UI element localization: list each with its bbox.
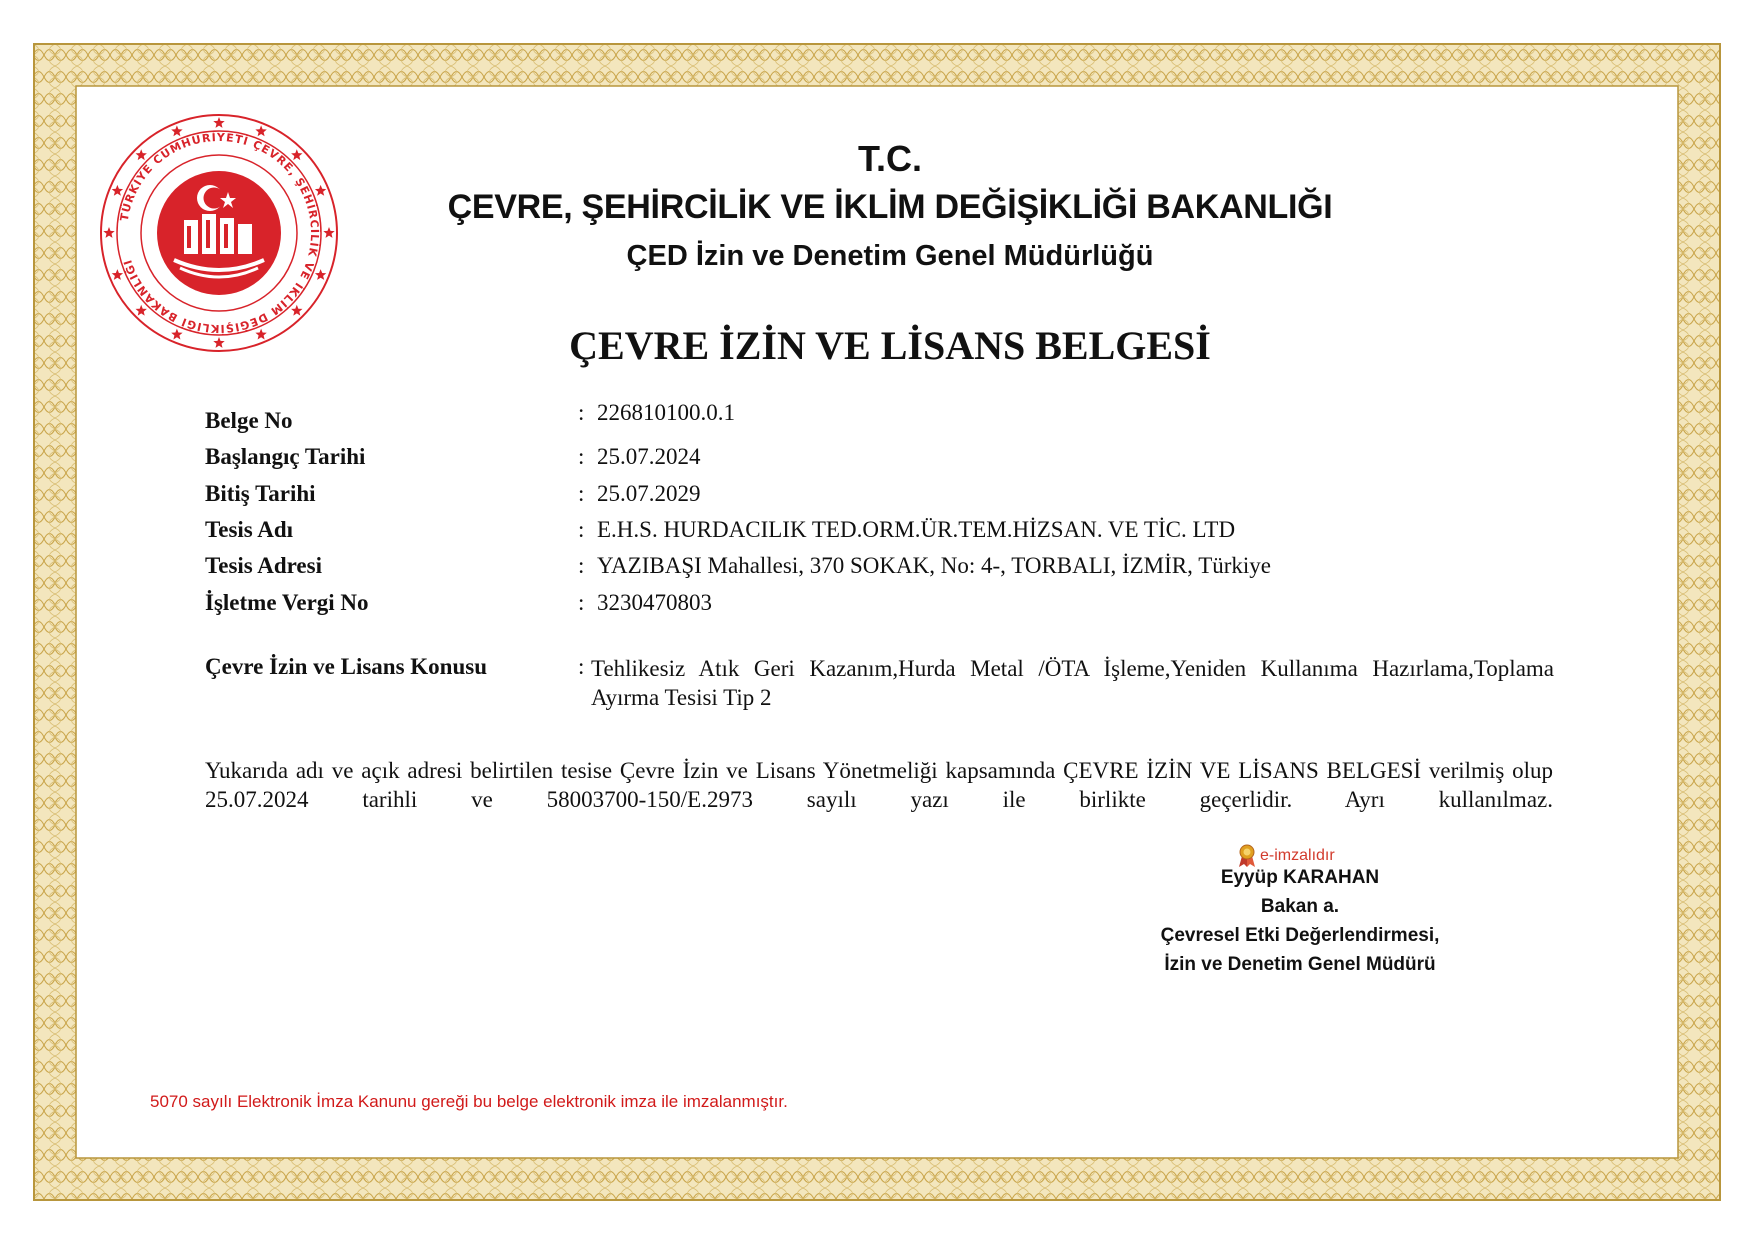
header-directorate: ÇED İzin ve Denetim Genel Müdürlüğü <box>626 240 1154 272</box>
e-signature-law-footnote: 5070 sayılı Elektronik İmza Kanunu gereği bu belge elektronik imza ile imzalanmıştır. <box>150 1092 788 1111</box>
signatory-name: Eyyüp KARAHAN <box>1220 867 1380 888</box>
field-separator: : <box>578 481 585 506</box>
seal-star-icon <box>213 117 224 128</box>
validity-statement: Yukarıda adı ve açık adresi belirtilen tesise Çevre İzin ve Lisans Yönetmeliği kapsamında ÇEVRE İZİN VE LİSANS BELGESİ verilmiş olup 25.07.2024 tarihli ve 58003700-150/E.2973 sayılı yazı ile birlikte geçerlidir. Ayrı kullanılmaz. <box>205 758 1553 812</box>
seal-star-icon <box>171 329 182 340</box>
seal-star-icon <box>255 329 266 340</box>
header-ministry: ÇEVRE, ŞEHİRCİLİK VE İKLİM DEĞİŞİKLİĞİ BAKANLIĞI <box>447 188 1333 226</box>
seal-star-icon <box>136 149 147 160</box>
e-signature-badge <box>1238 844 1335 868</box>
field-label: İşletme Vergi No <box>205 590 369 615</box>
header-republic: T.C. <box>857 138 922 179</box>
field-separator: : <box>578 517 585 542</box>
seal-star-icon <box>255 125 266 136</box>
seal-star-icon <box>291 149 302 160</box>
field-value: 226810100.0.1 <box>597 400 735 425</box>
seal-star-icon <box>315 185 326 196</box>
signatory-position-line2: İzin ve Denetim Genel Müdürü <box>1164 954 1436 975</box>
ministry-seal-icon <box>96 110 342 356</box>
field-label: Tesis Adı <box>205 517 294 542</box>
signatory-position-line1: Çevresel Etki Değerlendirmesi, <box>1160 925 1440 946</box>
field-value: 25.07.2029 <box>597 481 701 506</box>
field-label: Çevre İzin ve Lisans Konusu <box>205 654 488 679</box>
field-separator: : <box>578 590 585 615</box>
field-value: YAZIBAŞI Mahallesi, 370 SOKAK, No: 4-, TORBALI, İZMİR, Türkiye <box>597 553 1271 578</box>
field-value: 25.07.2024 <box>597 444 701 469</box>
seal-star-icon <box>136 305 147 316</box>
seal-ring-text: TÜRKİYE CUMHURİYETİ ÇEVRE, ŞEHİRCİLİK VE İKLİM DEĞİŞİKLİĞİ BAKANLIĞI <box>117 130 322 336</box>
seal-star-icon <box>171 125 182 136</box>
field-value: 3230470803 <box>597 590 712 615</box>
field-label: Başlangıç Tarihi <box>205 444 366 469</box>
document-title: ÇEVRE İZİN VE LİSANS BELGESİ <box>569 323 1211 368</box>
seal-star-icon <box>315 269 326 280</box>
field-label: Belge No <box>205 408 293 433</box>
seal-star-icon <box>323 227 334 238</box>
field-separator: : <box>578 553 585 578</box>
signatory-role: Bakan a. <box>1260 896 1340 917</box>
rosette-icon <box>1238 844 1256 868</box>
field-separator: : <box>578 400 585 425</box>
field-value: Tehlikesiz Atık Geri Kazanım,Hurda Metal /ÖTA İşleme,Yeniden Kullanıma Hazırlama,Toplama Ayırma Tesisi Tip 2 <box>591 656 1554 710</box>
seal-star-icon <box>103 227 114 238</box>
seal-star-icon <box>112 269 123 280</box>
seal-star-icon <box>291 305 302 316</box>
e-signature-label: e-imzalıdır <box>1260 847 1335 864</box>
seal-star-icon <box>213 337 224 348</box>
field-label: Tesis Adresi <box>205 553 322 578</box>
field-separator: : <box>578 444 585 469</box>
seal-star-icon <box>112 185 123 196</box>
field-label: Bitiş Tarihi <box>205 481 316 506</box>
field-separator: : <box>578 654 585 679</box>
field-value: E.H.S. HURDACILIK TED.ORM.ÜR.TEM.HİZSAN. VE TİC. LTD <box>597 517 1236 542</box>
